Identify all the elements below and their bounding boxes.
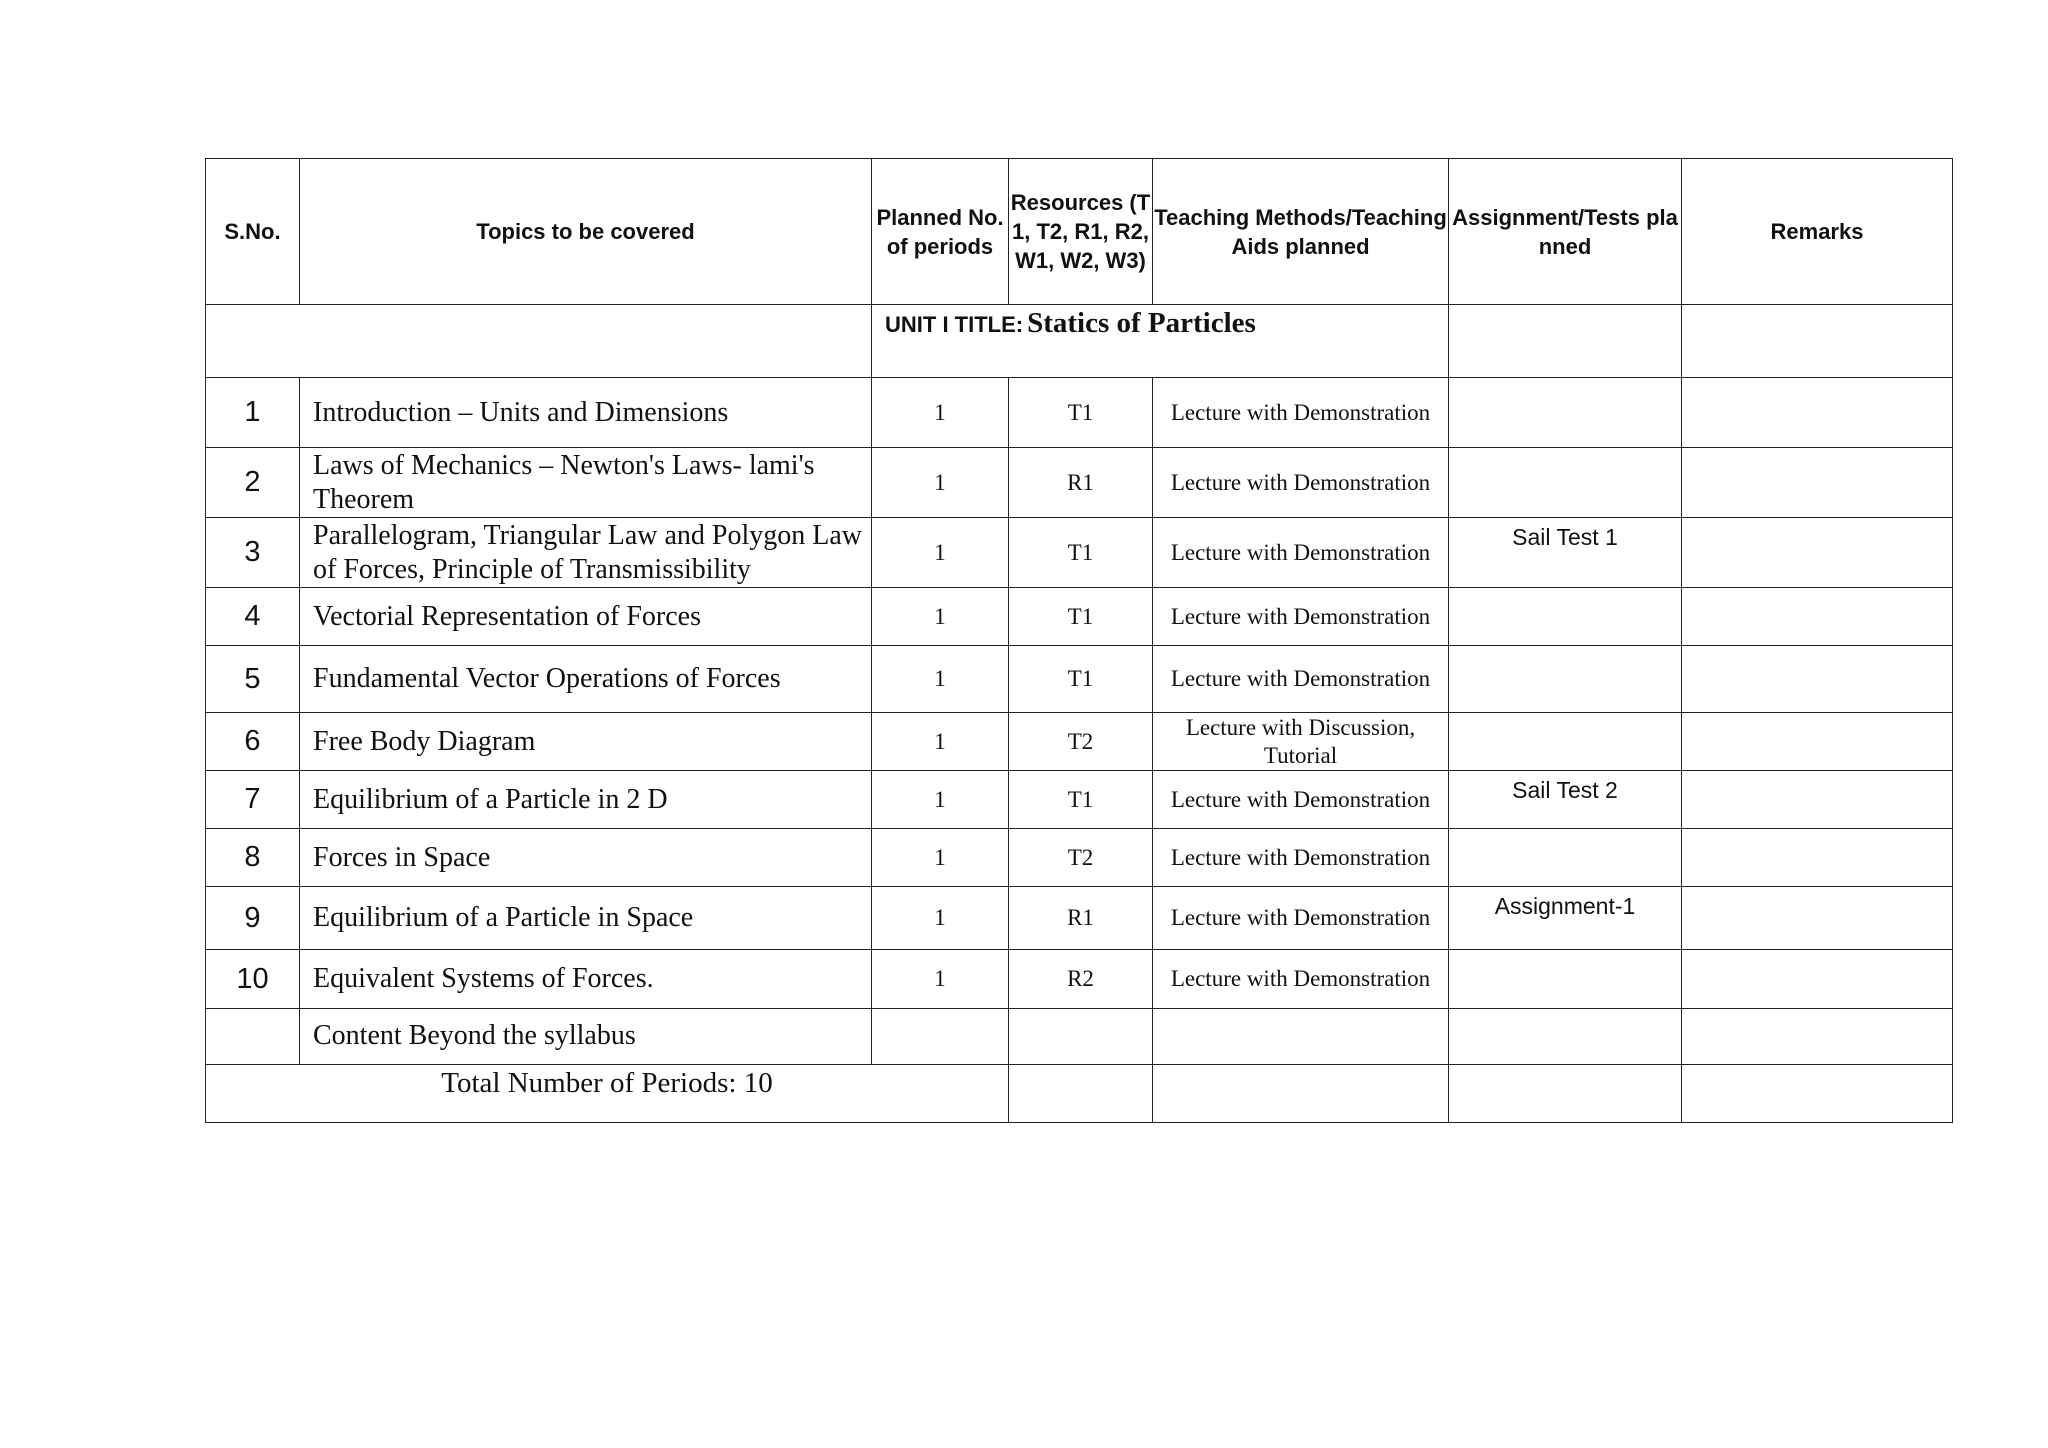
row-teaching-method: Lecture with Demonstration (1153, 518, 1449, 588)
row-periods: 1 (872, 378, 1009, 448)
beyond-periods-cell (872, 1009, 1009, 1065)
row-assignment (1449, 448, 1682, 518)
beyond-sno-cell (206, 1009, 300, 1065)
row-periods: 1 (872, 646, 1009, 713)
beyond-assignment-cell (1449, 1009, 1682, 1065)
table-row (206, 518, 1953, 588)
table-row (206, 448, 1953, 518)
row-remarks (1682, 378, 1953, 448)
unit-title: Statics of Particles (1027, 307, 1256, 339)
row-topic: Parallelogram, Triangular Law and Polygon Law of Forces, Principle of Transmissibility (300, 518, 872, 588)
unit-label: UNIT I TITLE: (885, 312, 1024, 337)
total-remarks-cell (1682, 1065, 1953, 1123)
row-topic: Equilibrium of a Particle in Space (300, 887, 872, 950)
row-sno: 5 (206, 646, 300, 713)
row-remarks (1682, 518, 1953, 588)
beyond-resource-cell (1009, 1009, 1153, 1065)
total-assignment-cell (1449, 1065, 1682, 1123)
header-assignment-tests: Assignment/Tests planned (1449, 159, 1682, 305)
row-resource: T1 (1009, 378, 1153, 448)
row-remarks (1682, 588, 1953, 646)
row-assignment (1449, 588, 1682, 646)
unit-remarks-cell (1682, 305, 1953, 378)
header-sno: S.No. (206, 159, 300, 305)
lesson-plan-table (205, 158, 1953, 1123)
row-topic: Laws of Mechanics – Newton's Laws- lami's Theorem (300, 448, 872, 518)
total-periods: Total Number of Periods: 10 (206, 1065, 1009, 1123)
row-teaching-method: Lecture with Demonstration (1153, 448, 1449, 518)
beyond-topic: Content Beyond the syllabus (300, 1009, 872, 1065)
row-assignment (1449, 950, 1682, 1009)
row-remarks (1682, 448, 1953, 518)
row-periods: 1 (872, 887, 1009, 950)
row-remarks (1682, 829, 1953, 887)
beyond-remarks-cell (1682, 1009, 1953, 1065)
row-assignment (1449, 829, 1682, 887)
row-resource: T1 (1009, 771, 1153, 829)
total-method-cell (1153, 1065, 1449, 1123)
unit-assignment-cell (1449, 305, 1682, 378)
row-periods: 1 (872, 518, 1009, 588)
row-resource: R1 (1009, 887, 1153, 950)
table-row (206, 771, 1953, 829)
row-periods: 1 (872, 829, 1009, 887)
row-resource: T1 (1009, 588, 1153, 646)
row-topic: Introduction – Units and Dimensions (300, 378, 872, 448)
row-sno: 3 (206, 518, 300, 588)
row-teaching-method: Lecture with Demonstration (1153, 887, 1449, 950)
table-row (206, 829, 1953, 887)
row-resource: T2 (1009, 713, 1153, 771)
row-remarks (1682, 713, 1953, 771)
row-remarks (1682, 887, 1953, 950)
header-remarks: Remarks (1682, 159, 1953, 305)
row-topic: Fundamental Vector Operations of Forces (300, 646, 872, 713)
total-row (206, 1065, 1953, 1123)
row-topic: Forces in Space (300, 829, 872, 887)
row-assignment: Sail Test 1 (1449, 518, 1682, 588)
row-teaching-method: Lecture with Demonstration (1153, 646, 1449, 713)
row-resource: R2 (1009, 950, 1153, 1009)
row-periods: 1 (872, 448, 1009, 518)
table-row (206, 950, 1953, 1009)
row-sno: 1 (206, 378, 300, 448)
header-teaching-methods: Teaching Methods/Teaching Aids planned (1153, 159, 1449, 305)
unit-blank-cell (206, 305, 872, 378)
row-periods: 1 (872, 771, 1009, 829)
row-topic: Free Body Diagram (300, 713, 872, 771)
row-assignment (1449, 713, 1682, 771)
row-teaching-method: Lecture with Demonstration (1153, 771, 1449, 829)
row-periods: 1 (872, 713, 1009, 771)
row-topic: Vectorial Representation of Forces (300, 588, 872, 646)
row-teaching-method: Lecture with Discussion, Tutorial (1153, 713, 1449, 771)
row-periods: 1 (872, 588, 1009, 646)
table-row (206, 887, 1953, 950)
header-planned-periods: Planned No. of periods (872, 159, 1009, 305)
row-sno: 8 (206, 829, 300, 887)
row-sno: 2 (206, 448, 300, 518)
row-sno: 9 (206, 887, 300, 950)
row-resource: T1 (1009, 518, 1153, 588)
row-teaching-method: Lecture with Demonstration (1153, 950, 1449, 1009)
row-topic: Equilibrium of a Particle in 2 D (300, 771, 872, 829)
row-assignment (1449, 646, 1682, 713)
row-teaching-method: Lecture with Demonstration (1153, 378, 1449, 448)
beyond-syllabus-row (206, 1009, 1953, 1065)
beyond-method-cell (1153, 1009, 1449, 1065)
row-resource: R1 (1009, 448, 1153, 518)
table-row (206, 646, 1953, 713)
row-assignment: Assignment-1 (1449, 887, 1682, 950)
row-resource: T1 (1009, 646, 1153, 713)
row-teaching-method: Lecture with Demonstration (1153, 588, 1449, 646)
row-sno: 4 (206, 588, 300, 646)
total-resource-cell (1009, 1065, 1153, 1123)
unit-row (206, 305, 1953, 378)
row-sno: 6 (206, 713, 300, 771)
row-resource: T2 (1009, 829, 1153, 887)
row-remarks (1682, 646, 1953, 713)
row-remarks (1682, 771, 1953, 829)
table-row (206, 713, 1953, 771)
row-assignment: Sail Test 2 (1449, 771, 1682, 829)
row-periods: 1 (872, 950, 1009, 1009)
row-sno: 10 (206, 950, 300, 1009)
row-teaching-method: Lecture with Demonstration (1153, 829, 1449, 887)
header-row (206, 159, 1953, 305)
row-assignment (1449, 378, 1682, 448)
unit-title-cell (872, 305, 1449, 378)
header-topics: Topics to be covered (300, 159, 872, 305)
row-sno: 7 (206, 771, 300, 829)
table-row (206, 378, 1953, 448)
table-row (206, 588, 1953, 646)
header-resources: Resources (T1, T2, R1, R2, W1, W2, W3) (1009, 159, 1153, 305)
row-remarks (1682, 950, 1953, 1009)
row-topic: Equivalent Systems of Forces. (300, 950, 872, 1009)
